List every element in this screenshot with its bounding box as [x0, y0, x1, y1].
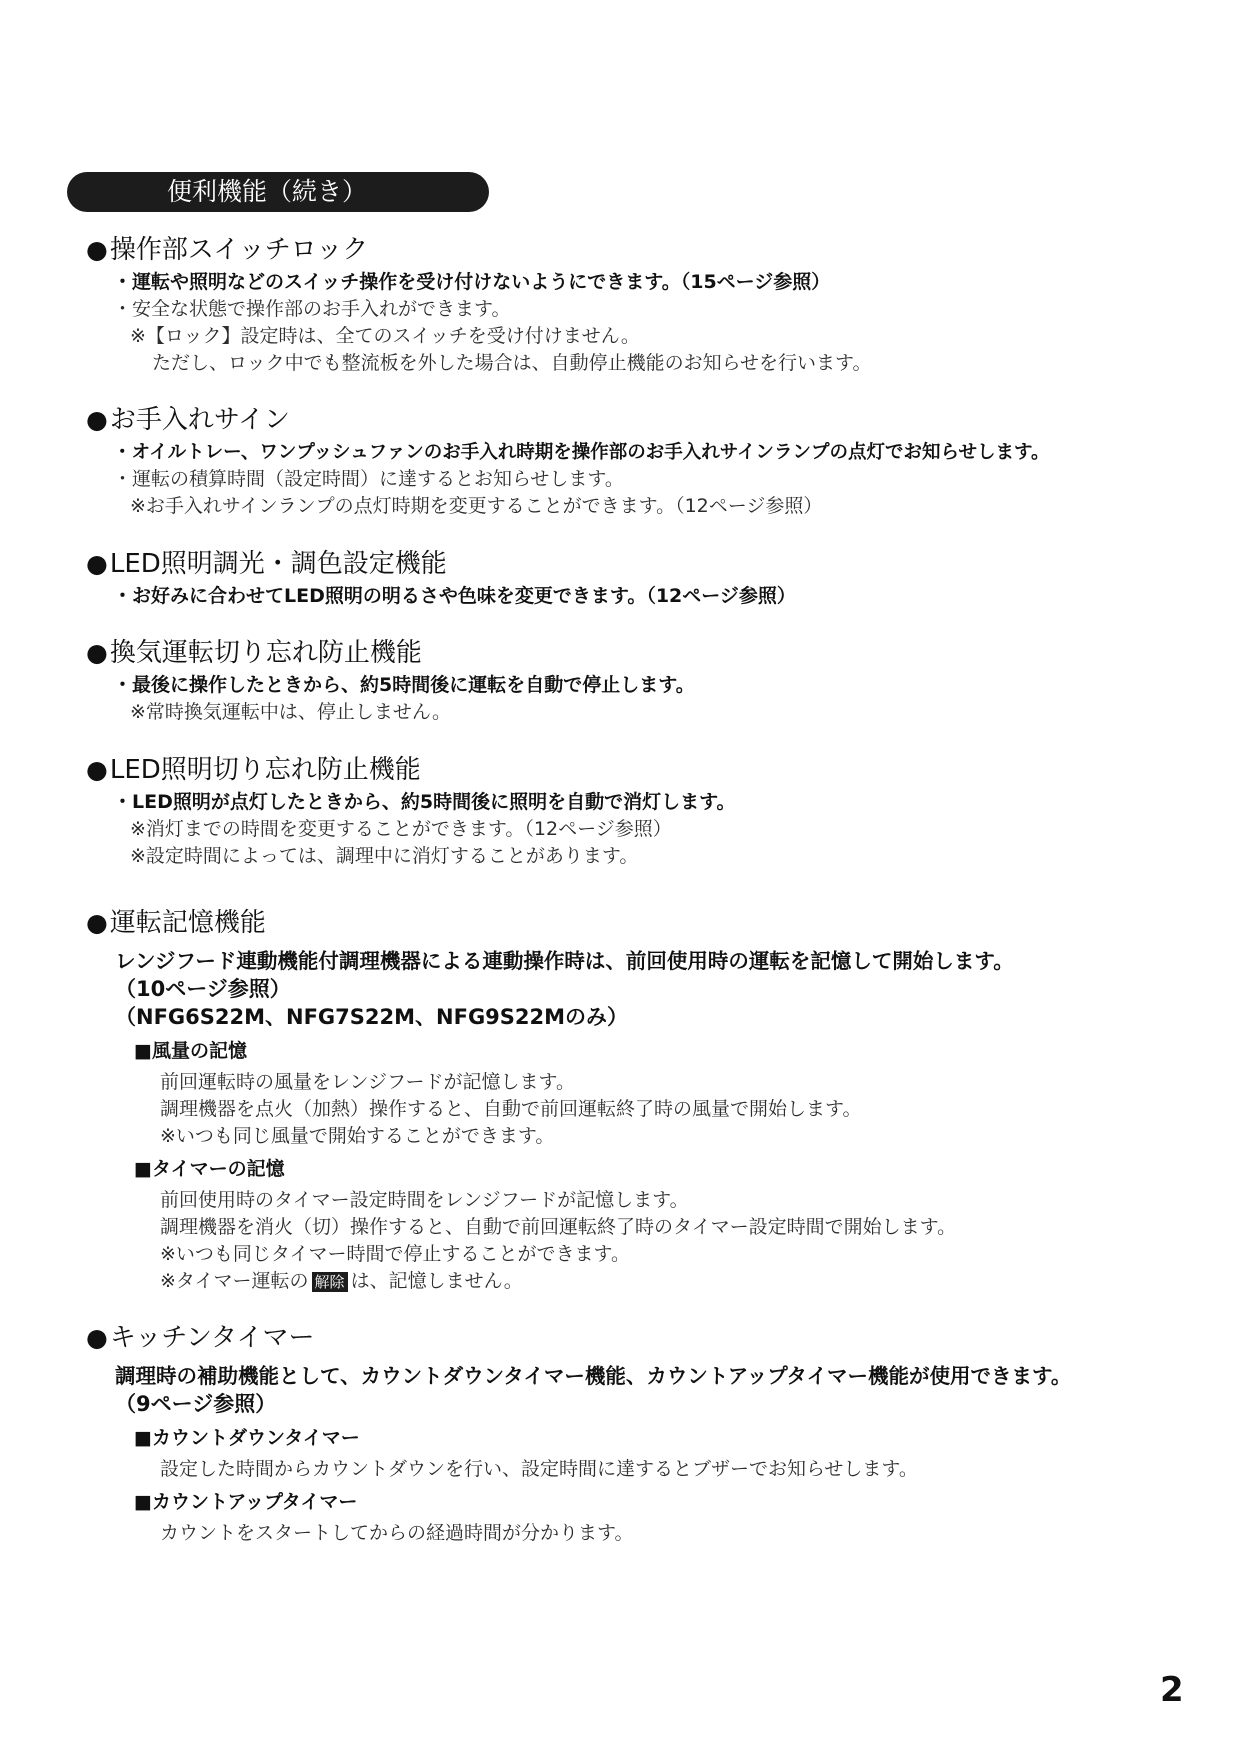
text-line: カウントをスタートしてからの経過時間が分かります。 [160, 1522, 634, 1544]
bullet-dot-icon: ● [86, 638, 108, 667]
heading-led-auto-off: ●LED照明切り忘れ防止機能 [86, 755, 421, 785]
note-line: ※消灯までの時間を変更することができます。（12ページ参照） [130, 818, 672, 840]
page-number: 2 [1160, 1670, 1184, 1710]
bullet-dot-icon: ● [86, 405, 108, 434]
heading-kitchen-timer: ●キッチンタイマー [86, 1323, 315, 1353]
bullet-dot-icon: ● [86, 549, 108, 578]
text-line: 調理機器を点火（加熱）操作すると、自動で前回運転終了時の風量で開始します。 [160, 1098, 862, 1120]
note-line: ※常時換気運転中は、停止しません。 [130, 701, 452, 723]
cancel-key-label: 解除 [312, 1272, 348, 1292]
text-line: 前回使用時のタイマー設定時間をレンジフードが記憶します。 [160, 1189, 689, 1211]
bullet-dot-icon: ● [86, 1323, 108, 1352]
text-line: 設定した時間からカウントダウンを行い、設定時間に達するとブザーでお知らせします。 [160, 1458, 918, 1480]
heading-switch-lock: ●操作部スイッチロック [86, 235, 369, 265]
subheading-timer-memory: ■タイマーの記憶 [134, 1158, 285, 1180]
paragraph-line: レンジフード連動機能付調理機器による連動操作時は、前回使用時の運転を記憶して開始します。 [115, 949, 1014, 973]
paragraph-line: 調理時の補助機能として、カウントダウンタイマー機能、カウントアップタイマー機能が使用できます。 [115, 1364, 1072, 1388]
subheading-countup-timer: ■カウントアップタイマー [134, 1491, 358, 1513]
paragraph-line: （9ページ参照） [115, 1392, 277, 1416]
subheading-countdown-timer: ■カウントダウンタイマー [134, 1427, 360, 1449]
heading-led-dimming: ●LED照明調光・調色設定機能 [86, 549, 447, 579]
text-line: ・運転や照明などのスイッチ操作を受け付けないようにできます。（15ページ参照） [113, 271, 831, 293]
text-line: ・安全な状態で操作部のお手入れができます。 [113, 298, 511, 320]
note-line: ※いつも同じタイマー時間で停止することができます。 [160, 1243, 631, 1265]
text-line: ・LED照明が点灯したときから、約5時間後に照明を自動で消灯します。 [113, 791, 736, 813]
bullet-dot-icon: ● [86, 235, 108, 264]
text-line: 調理機器を消火（切）操作すると、自動で前回運転終了時のタイマー設定時間で開始します。 [160, 1216, 957, 1238]
heading-care-sign: ●お手入れサイン [86, 405, 291, 435]
note-line: ただし、ロック中でも整流板を外した場合は、自動停止機能のお知らせを行います。 [152, 352, 872, 374]
text-line: ・お好みに合わせてLED照明の明るさや色味を変更できます。（12ページ参照） [113, 585, 796, 607]
text-line: ・最後に操作したときから、約5時間後に運転を自動で停止します。 [113, 674, 695, 696]
subheading-airflow-memory: ■風量の記憶 [134, 1040, 247, 1062]
paragraph-line: （NFG6S22M、NFG7S22M、NFG9S22Mのみ） [115, 1005, 629, 1029]
heading-ventilation-auto-off: ●換気運転切り忘れ防止機能 [86, 638, 422, 668]
paragraph-line: （10ページ参照） [115, 977, 291, 1001]
text-line: ・オイルトレー、ワンプッシュファンのお手入れ時期を操作部のお手入れサインランプの点灯でお知らせします。 [113, 442, 1050, 463]
heading-operation-memory: ●運転記憶機能 [86, 908, 266, 938]
text-line: 前回運転時の風量をレンジフードが記憶します。 [160, 1071, 575, 1093]
section-banner: 便利機能（続き） [67, 172, 489, 212]
note-line: ※【ロック】設定時は、全てのスイッチを受け付けません。 [130, 325, 640, 347]
bullet-dot-icon: ● [86, 908, 108, 937]
note-line: ※タイマー運転の 解除 は、記憶しません。 [160, 1270, 523, 1292]
note-line: ※お手入れサインランプの点灯時期を変更することができます。（12ページ参照） [130, 495, 823, 517]
text-line: ・運転の積算時間（設定時間）に達するとお知らせします。 [113, 468, 624, 490]
note-line: ※いつも同じ風量で開始することができます。 [160, 1125, 555, 1147]
bullet-dot-icon: ● [86, 755, 108, 784]
note-line: ※設定時間によっては、調理中に消灯することがあります。 [130, 845, 639, 867]
